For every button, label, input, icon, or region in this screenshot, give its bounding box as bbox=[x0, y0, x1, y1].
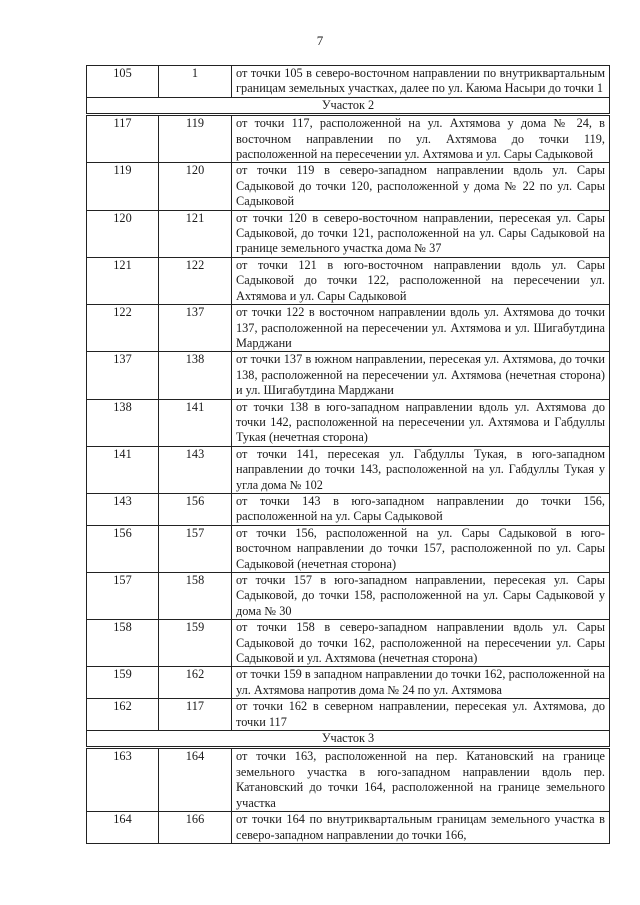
from-point-cell: 122 bbox=[87, 305, 159, 352]
to-point-cell: 1 bbox=[159, 66, 232, 98]
from-point-cell: 119 bbox=[87, 163, 159, 210]
to-point-cell: 120 bbox=[159, 163, 232, 210]
route-table bbox=[86, 65, 610, 844]
from-point-cell: 162 bbox=[87, 699, 159, 731]
description-cell: от точки 158 в северо-западном направлении вдоль ул. Сары Садыковой до точки 162, расположенной на пересечении ул. Сары Садыковой и ул. Ахтямова (нечетная сторона) bbox=[232, 620, 610, 667]
table-row bbox=[87, 699, 610, 731]
from-point-cell: 138 bbox=[87, 399, 159, 446]
description-cell: от точки 137 в южном направлении, пересекая ул. Ахтямова, до точки 138, расположенной на пересечении ул. Ахтямова (нечетная сторона) и ул. Шигабутдина Марджани bbox=[232, 352, 610, 399]
from-point-cell: 120 bbox=[87, 210, 159, 257]
from-point-cell: 164 bbox=[87, 812, 159, 844]
table-row bbox=[87, 352, 610, 399]
description-cell: от точки 159 в западном направлении до точки 162, расположенной на ул. Ахтямова напротив дома № 24 по ул. Ахтямова bbox=[232, 667, 610, 699]
description-cell: от точки 157 в юго-западном направлении, пересекая ул. Сары Садыковой, до точки 158, расположенной на ул. Сары Садыковой у дома № 30 bbox=[232, 573, 610, 620]
table-row bbox=[87, 493, 610, 525]
table-row bbox=[87, 748, 610, 812]
description-cell: от точки 163, расположенной на пер. Катановский на границе земельного участка в юго-западном направлении вдоль пер. Катановский до точки 164, расположенной на границе земельного участка bbox=[232, 748, 610, 812]
to-point-cell: 119 bbox=[159, 115, 232, 163]
description-cell: от точки 120 в северо-восточном направлении, пересекая ул. Сары Садыковой, до точки 121, расположенной на ул. Сары Садыковой на границе земельного участка дома № 37 bbox=[232, 210, 610, 257]
section-label: Участок 3 bbox=[87, 731, 610, 748]
from-point-cell: 121 bbox=[87, 257, 159, 304]
table-row bbox=[87, 163, 610, 210]
table-row bbox=[87, 446, 610, 493]
description-cell: от точки 143 в юго-западном направлении до точки 156, расположенной на ул. Сары Садыковой bbox=[232, 493, 610, 525]
description-cell: от точки 105 в северо-восточном направлении по внутриквартальным границам земельных участках, далее по ул. Каюма Насыри до точки 1 bbox=[232, 66, 610, 98]
description-cell: от точки 138 в юго-западном направлении вдоль ул. Ахтямова до точки 142, расположенной на пересечении ул. Ахтямова и Габдуллы Тукая (нечетная сторона) bbox=[232, 399, 610, 446]
to-point-cell: 159 bbox=[159, 620, 232, 667]
from-point-cell: 105 bbox=[87, 66, 159, 98]
description-cell: от точки 119 в северо-западном направлении вдоль ул. Сары Садыковой до точки 120, расположенной у дома № 22 по ул. Сары Садыковой bbox=[232, 163, 610, 210]
table-row bbox=[87, 305, 610, 352]
description-cell: от точки 122 в восточном направлении вдоль ул. Ахтямова до точки 137, расположенной на пересечении ул. Ахтямова и ул. Шигабутдина Марджани bbox=[232, 305, 610, 352]
from-point-cell: 157 bbox=[87, 573, 159, 620]
description-cell: от точки 156, расположенной на ул. Сары Садыковой в юго-восточном направлении до точки 157, расположенной по ул. Сары Садыковой (нечетная сторона) bbox=[232, 525, 610, 572]
section-header-row bbox=[87, 97, 610, 114]
section-header-row bbox=[87, 731, 610, 748]
table-row bbox=[87, 525, 610, 572]
to-point-cell: 157 bbox=[159, 525, 232, 572]
description-cell: от точки 117, расположенной на ул. Ахтямова у дома № 24, в восточном направлении по ул. Ахтямова до точки 119, расположенной на пересечении ул. Ахтямова и ул. Сары Садыковой bbox=[232, 115, 610, 163]
to-point-cell: 137 bbox=[159, 305, 232, 352]
table-row bbox=[87, 573, 610, 620]
table-row bbox=[87, 667, 610, 699]
to-point-cell: 162 bbox=[159, 667, 232, 699]
description-cell: от точки 162 в северном направлении, пересекая ул. Ахтямова, до точки 117 bbox=[232, 699, 610, 731]
description-cell: от точки 141, пересекая ул. Габдуллы Тукая, в юго-западном направлении до точки 143, расположенной на ул. Габдуллы Тукая у угла дома № 102 bbox=[232, 446, 610, 493]
to-point-cell: 158 bbox=[159, 573, 232, 620]
table-row bbox=[87, 210, 610, 257]
table-row bbox=[87, 812, 610, 844]
table-row bbox=[87, 399, 610, 446]
to-point-cell: 141 bbox=[159, 399, 232, 446]
table-row bbox=[87, 115, 610, 163]
to-point-cell: 117 bbox=[159, 699, 232, 731]
to-point-cell: 143 bbox=[159, 446, 232, 493]
page-number: 7 bbox=[316, 33, 324, 48]
to-point-cell: 121 bbox=[159, 210, 232, 257]
description-cell: от точки 164 по внутриквартальным границам земельного участка в северо-западном направлении до точки 166, bbox=[232, 812, 610, 844]
to-point-cell: 138 bbox=[159, 352, 232, 399]
table-row bbox=[87, 66, 610, 98]
to-point-cell: 156 bbox=[159, 493, 232, 525]
to-point-cell: 166 bbox=[159, 812, 232, 844]
to-point-cell: 122 bbox=[159, 257, 232, 304]
from-point-cell: 159 bbox=[87, 667, 159, 699]
from-point-cell: 141 bbox=[87, 446, 159, 493]
table-row bbox=[87, 620, 610, 667]
section-label: Участок 2 bbox=[87, 97, 610, 114]
from-point-cell: 156 bbox=[87, 525, 159, 572]
to-point-cell: 164 bbox=[159, 748, 232, 812]
from-point-cell: 117 bbox=[87, 115, 159, 163]
description-cell: от точки 121 в юго-восточном направлении вдоль ул. Сары Садыковой до точки 122, расположенной на пересечении ул. Ахтямова и ул. Сары Садыковой bbox=[232, 257, 610, 304]
from-point-cell: 163 bbox=[87, 748, 159, 812]
from-point-cell: 143 bbox=[87, 493, 159, 525]
route-table-body bbox=[87, 66, 610, 844]
from-point-cell: 137 bbox=[87, 352, 159, 399]
table-row bbox=[87, 257, 610, 304]
from-point-cell: 158 bbox=[87, 620, 159, 667]
